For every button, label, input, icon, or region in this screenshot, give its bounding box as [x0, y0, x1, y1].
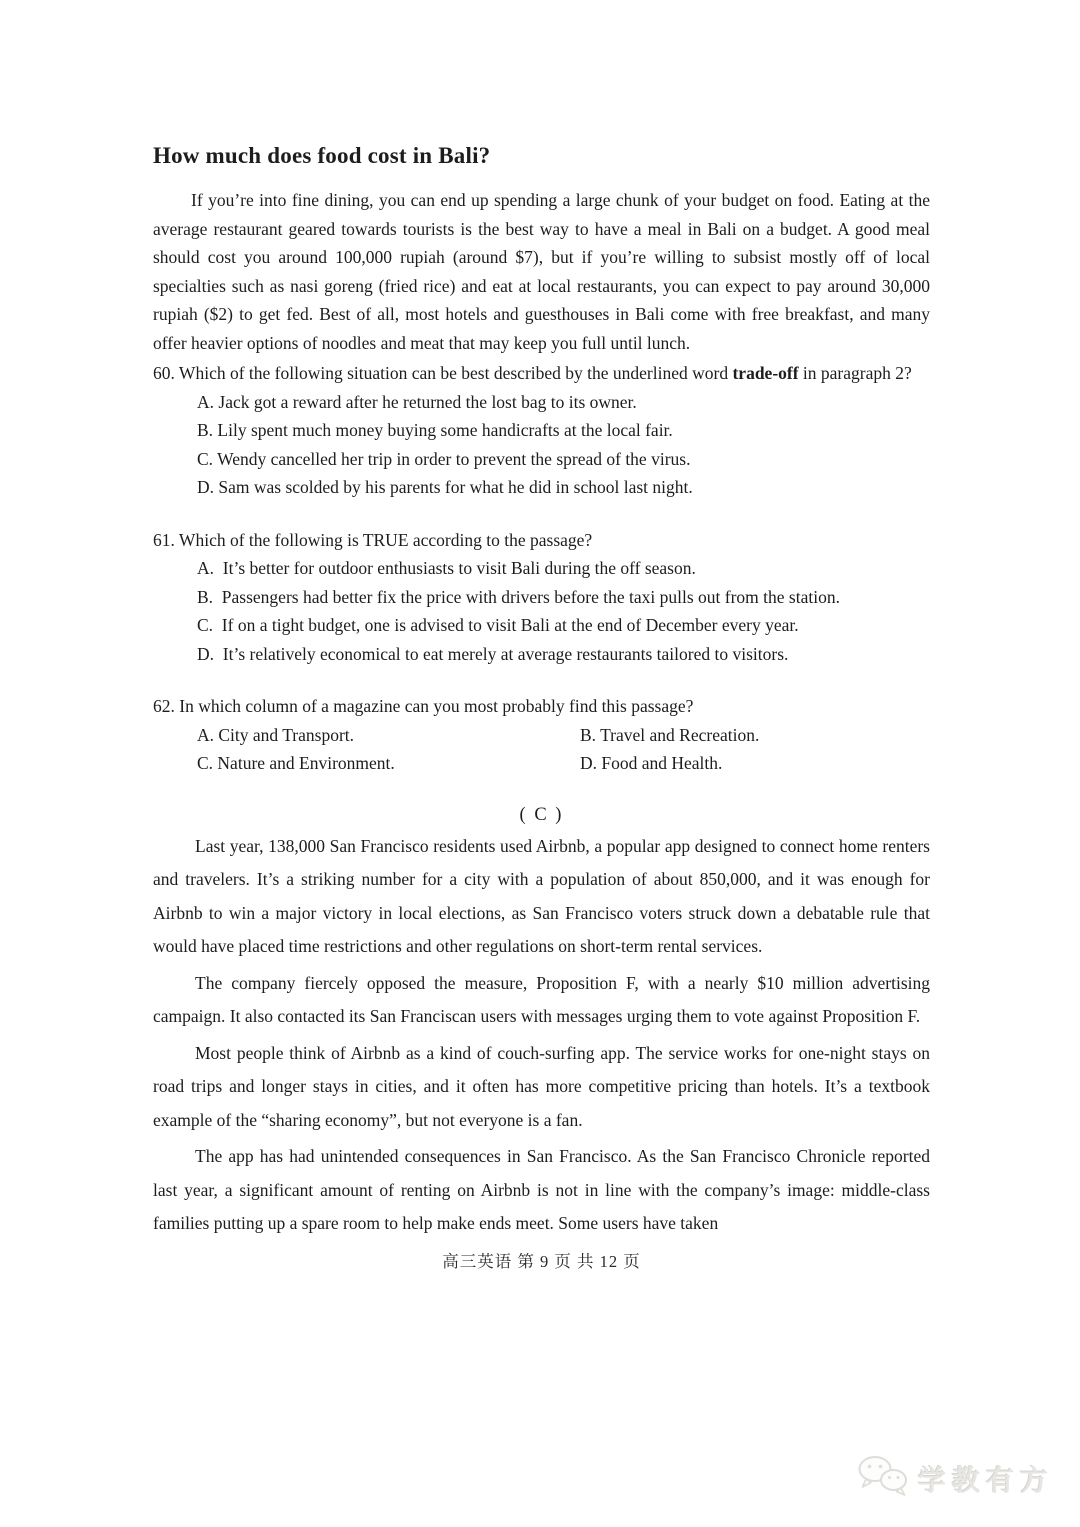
- question-62-option-b: B. Travel and Recreation.: [580, 724, 760, 745]
- question-61: [153, 526, 930, 669]
- footer-page-info: 高三英语 第 9 页 共 12 页: [442, 1251, 641, 1271]
- question-62-option-d: D. Food and Health.: [580, 753, 723, 773]
- question-61-option-b: B. Passengers had better fix the price with drivers before the taxi pulls out from the station.: [197, 586, 840, 607]
- question-62-option-a: A. City and Transport.: [197, 724, 355, 745]
- question-60-stem-prefix: 60. Which of the following situation can be best described by the underlined word: [153, 363, 733, 383]
- wechat-icon: [856, 1454, 910, 1503]
- question-61-option-c: C. If on a tight budget, one is advised to visit Bali at the end of December every year.: [197, 615, 799, 635]
- underlined-word-trade-off: trade-off: [732, 363, 799, 383]
- question-60-stem: [153, 359, 930, 388]
- question-61-stem: 61. Which of the following is TRUE according to the passage?: [153, 529, 593, 550]
- section-c-paragraph-3: Most people think of Airbnb as a kind of couch-surfing app. The service works for one-night stays on road trips and longer stays in cities, and it often has more competitive pricing than hotels. It’s a textbook example of the “sharing economy”, but not everyone is a fan.: [153, 1042, 930, 1130]
- page-title: How much does food cost in Bali?: [153, 143, 491, 168]
- question-60-option-a: A. Jack got a reward after he returned the lost bag to its owner.: [197, 391, 637, 412]
- question-62-stem: 62. In which column of a magazine can you most probably find this passage?: [153, 696, 694, 716]
- question-60-option-b: B. Lily spent much money buying some handicrafts at the local fair.: [197, 420, 673, 440]
- question-60-option-d: D. Sam was scolded by his parents for what he did in school last night.: [197, 477, 693, 497]
- question-61-option-a: A. It’s better for outdoor enthusiasts to visit Bali during the off season.: [197, 558, 696, 578]
- question-62-options: [197, 721, 930, 778]
- watermark-text: 学教有方: [917, 1464, 1054, 1496]
- question-62: [153, 692, 930, 778]
- section-c-paragraph-1: Last year, 138,000 San Francisco residents used Airbnb, a popular app designed to connect home renters and travelers. It’s a striking number for a city with a population of about 850,000, and it was enough for Airbnb to win a major victory in local elections, as San Francisco voters struck down a debatable rule that would have placed time restrictions and other regulations on short-term rental services.: [153, 835, 930, 956]
- question-61-option-d: D. It’s relatively economical to eat merely at average restaurants tailored to visitors.: [197, 643, 789, 664]
- section-c-label: ( C ): [519, 804, 564, 825]
- question-60-stem-suffix: in paragraph 2?: [798, 363, 912, 383]
- section-c-paragraph-4: The app has had unintended consequences in San Francisco. As the San Francisco Chronicle reported last year, a significant amount of renting on Airbnb is not in line with the company’s image: middle-class families putting up a spare room to help make ends meet. Some users have taken: [153, 1146, 930, 1233]
- question-60-option-c: C. Wendy cancelled her trip in order to prevent the spread of the virus.: [197, 448, 691, 469]
- question-60: [153, 359, 930, 502]
- section-c-paragraph-2: The company fiercely opposed the measure, Proposition F, with a nearly $10 million advertising campaign. It also contacted its San Franciscan users with messages urging them to vote against Proposition F.: [153, 972, 930, 1026]
- passage-b-paragraph: If you’re into fine dining, you can end up spending a large chunk of your budget on food. Eating at the average restaurant geared towards tourists is the best way to have a meal in Bali on a budget. A good meal should cost you around 100,000 rupiah (around $7), but if you’re willing to subsist mostly off of local specialties such as nasi goreng (fried rice) and eat at local restaurants, you can expect to pay around 30,000 rupiah ($2) to get fed. Best of all, most hotels and guesthouses in Bali come with free breakfast, and many offer heavier options of noodles and meat that may keep you full until lunch.: [153, 190, 930, 353]
- watermark: [856, 1454, 1054, 1503]
- question-62-option-c: C. Nature and Environment.: [197, 753, 395, 773]
